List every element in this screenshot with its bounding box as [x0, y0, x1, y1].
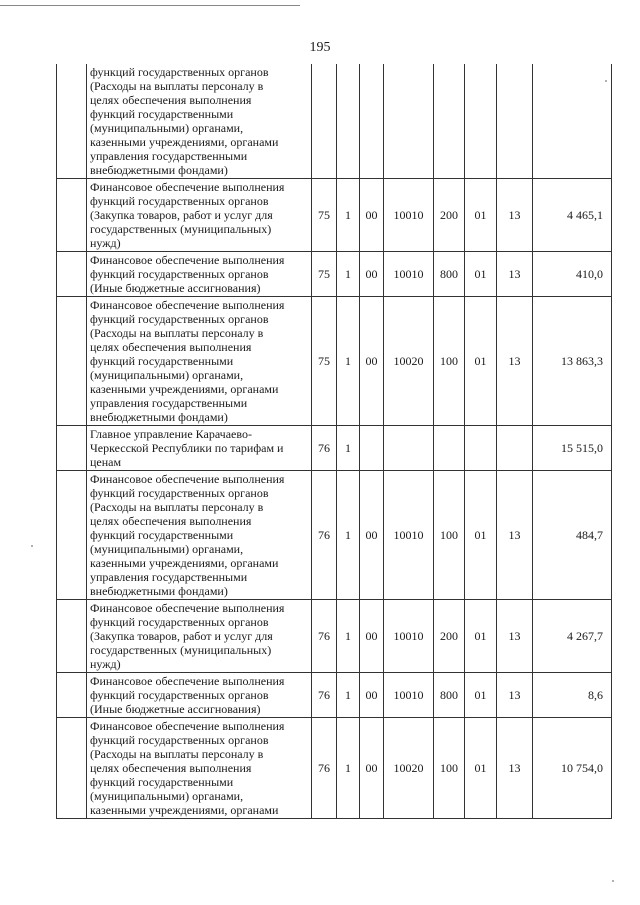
description-cell [87, 252, 312, 297]
description-line: функций государственных органов [90, 194, 269, 208]
section-cell: 1 [337, 252, 360, 297]
program-cell [360, 426, 384, 471]
program-cell: 00 [360, 718, 384, 819]
subchapter-cell: 13 [497, 673, 533, 718]
chapter-cell: 01 [465, 252, 497, 297]
subchapter-cell: 13 [497, 718, 533, 819]
description-cell [87, 718, 312, 819]
description-line: Финансовое обеспечение выполнения [90, 253, 285, 267]
description-line: нужд) [90, 657, 121, 671]
description-line: (Иные бюджетные ассигнования) [90, 281, 261, 295]
subchapter-cell: 13 [497, 600, 533, 673]
ministry-code-cell: 76 [312, 471, 337, 600]
description-line: (Закупка товаров, работ и услуг для [90, 629, 273, 643]
description-line: функций государственных органов [90, 267, 269, 281]
description-line: целях обеспечения выполнения [90, 514, 252, 528]
expense-type-cell: 100 [434, 297, 465, 426]
description-line: внебюджетными фондами) [90, 410, 228, 424]
chapter-cell: 01 [465, 471, 497, 600]
section-cell: 1 [337, 600, 360, 673]
row-number-cell [57, 64, 87, 179]
direction-code-cell: 10020 [384, 297, 434, 426]
amount-cell: 4 267,7 [533, 600, 612, 673]
expense-type-cell [434, 64, 465, 179]
description-line: Финансовое обеспечение выполнения [90, 719, 285, 733]
budget-table [56, 64, 612, 819]
description-cell [87, 471, 312, 600]
row-number-cell [57, 600, 87, 673]
direction-code-cell: 10020 [384, 718, 434, 819]
direction-code-cell: 10010 [384, 471, 434, 600]
description-line: функций государственных органов [90, 615, 269, 629]
chapter-cell [465, 426, 497, 471]
description-line: (муниципальными) органами, [90, 789, 244, 803]
description-line: казенными учреждениями, органами [90, 135, 279, 149]
chapter-cell: 01 [465, 673, 497, 718]
description-cell [87, 297, 312, 426]
ministry-code-cell: 76 [312, 673, 337, 718]
description-line: Главное управление Карачаево- [90, 427, 252, 441]
direction-code-cell: 10010 [384, 179, 434, 252]
section-cell [337, 64, 360, 179]
expense-type-cell: 800 [434, 252, 465, 297]
scan-speck [605, 80, 607, 82]
table-row [57, 673, 612, 718]
expense-type-cell: 200 [434, 600, 465, 673]
description-line: (Расходы на выплаты персоналу в [90, 79, 264, 93]
direction-code-cell: 10010 [384, 673, 434, 718]
ministry-code-cell [312, 64, 337, 179]
description-line: (муниципальными) органами, [90, 121, 244, 135]
description-line: казенными учреждениями, органами [90, 556, 279, 570]
direction-code-cell [384, 64, 434, 179]
description-line: целях обеспечения выполнения [90, 93, 252, 107]
amount-cell: 8,6 [533, 673, 612, 718]
chapter-cell: 01 [465, 600, 497, 673]
direction-code-cell: 10010 [384, 600, 434, 673]
description-line: функций государственными [90, 528, 234, 542]
description-line: функций государственными [90, 354, 234, 368]
page-number: 195 [309, 40, 331, 55]
ministry-code-cell: 76 [312, 718, 337, 819]
section-cell: 1 [337, 426, 360, 471]
description-line: управления государственными [90, 570, 248, 584]
row-number-cell [57, 297, 87, 426]
scan-speck [31, 545, 33, 547]
direction-code-cell: 10010 [384, 252, 434, 297]
description-line: Финансовое обеспечение выполнения [90, 298, 285, 312]
amount-cell: 10 754,0 [533, 718, 612, 819]
row-number-cell [57, 673, 87, 718]
subchapter-cell: 13 [497, 297, 533, 426]
ministry-code-cell: 75 [312, 179, 337, 252]
description-line: (Иные бюджетные ассигнования) [90, 702, 261, 716]
description-line: (муниципальными) органами, [90, 368, 244, 382]
chapter-cell [465, 64, 497, 179]
description-line: Финансовое обеспечение выполнения [90, 601, 285, 615]
amount-cell: 13 863,3 [533, 297, 612, 426]
description-line: ценам [90, 455, 122, 469]
subchapter-cell: 13 [497, 471, 533, 600]
program-cell [360, 64, 384, 179]
description-line: функций государственных органов [90, 486, 269, 500]
ministry-code-cell: 75 [312, 252, 337, 297]
amount-cell: 15 515,0 [533, 426, 612, 471]
description-line: казенными учреждениями, органами [90, 803, 279, 817]
expense-type-cell: 100 [434, 718, 465, 819]
expense-type-cell: 200 [434, 179, 465, 252]
description-line: Черкесской Республики по тарифам и [90, 441, 284, 455]
program-cell: 00 [360, 252, 384, 297]
description-line: Финансовое обеспечение выполнения [90, 674, 285, 688]
chapter-cell: 01 [465, 179, 497, 252]
table-row [57, 252, 612, 297]
amount-cell [533, 64, 612, 179]
section-cell: 1 [337, 179, 360, 252]
table-row [57, 600, 612, 673]
description-line: управления государственными [90, 396, 248, 410]
section-cell: 1 [337, 673, 360, 718]
program-cell: 00 [360, 179, 384, 252]
description-line: внебюджетными фондами) [90, 584, 228, 598]
section-cell: 1 [337, 471, 360, 600]
row-number-cell [57, 179, 87, 252]
chapter-cell: 01 [465, 297, 497, 426]
scan-speck [612, 880, 614, 882]
description-line: (Расходы на выплаты персоналу в [90, 747, 264, 761]
description-cell [87, 673, 312, 718]
subchapter-cell [497, 64, 533, 179]
amount-cell: 484,7 [533, 471, 612, 600]
description-cell [87, 426, 312, 471]
description-line: (Расходы на выплаты персоналу в [90, 500, 264, 514]
subchapter-cell [497, 426, 533, 471]
description-line: (муниципальными) органами, [90, 542, 244, 556]
description-line: управления государственными [90, 149, 248, 163]
row-number-cell [57, 426, 87, 471]
section-cell: 1 [337, 297, 360, 426]
description-cell [87, 600, 312, 673]
description-line: функций государственных органов [90, 733, 269, 747]
chapter-cell: 01 [465, 718, 497, 819]
table-body [57, 64, 612, 819]
description-line: функций государственных органов [90, 688, 269, 702]
row-number-cell [57, 718, 87, 819]
table-row [57, 471, 612, 600]
row-number-cell [57, 252, 87, 297]
description-line: целях обеспечения выполнения [90, 761, 252, 775]
description-line: Финансовое обеспечение выполнения [90, 472, 285, 486]
expense-type-cell: 100 [434, 471, 465, 600]
expense-type-cell: 800 [434, 673, 465, 718]
description-line: Финансовое обеспечение выполнения [90, 180, 285, 194]
description-line: (Закупка товаров, работ и услуг для [90, 208, 273, 222]
subchapter-cell: 13 [497, 179, 533, 252]
program-cell: 00 [360, 673, 384, 718]
description-line: функций государственных органов [90, 312, 269, 326]
top-rule [0, 5, 300, 6]
table-row [57, 426, 612, 471]
amount-cell: 4 465,1 [533, 179, 612, 252]
description-line: государственных (муниципальных) [90, 643, 272, 657]
description-cell [87, 64, 312, 179]
description-cell [87, 179, 312, 252]
table-row [57, 179, 612, 252]
ministry-code-cell: 75 [312, 297, 337, 426]
ministry-code-cell: 76 [312, 600, 337, 673]
description-line: функций государственных органов [90, 65, 269, 79]
ministry-code-cell: 76 [312, 426, 337, 471]
description-line: функций государственными [90, 107, 234, 121]
section-cell: 1 [337, 718, 360, 819]
table-row [57, 718, 612, 819]
program-cell: 00 [360, 600, 384, 673]
amount-cell: 410,0 [533, 252, 612, 297]
subchapter-cell: 13 [497, 252, 533, 297]
description-line: функций государственными [90, 775, 234, 789]
description-line: целях обеспечения выполнения [90, 340, 252, 354]
description-line: государственных (муниципальных) [90, 222, 272, 236]
description-line: казенными учреждениями, органами [90, 382, 279, 396]
direction-code-cell [384, 426, 434, 471]
description-line: внебюджетными фондами) [90, 163, 228, 177]
description-line: нужд) [90, 236, 121, 250]
program-cell: 00 [360, 297, 384, 426]
description-line: (Расходы на выплаты персоналу в [90, 326, 264, 340]
expense-type-cell [434, 426, 465, 471]
table-row [57, 297, 612, 426]
row-number-cell [57, 471, 87, 600]
program-cell: 00 [360, 471, 384, 600]
table-row [57, 64, 612, 179]
